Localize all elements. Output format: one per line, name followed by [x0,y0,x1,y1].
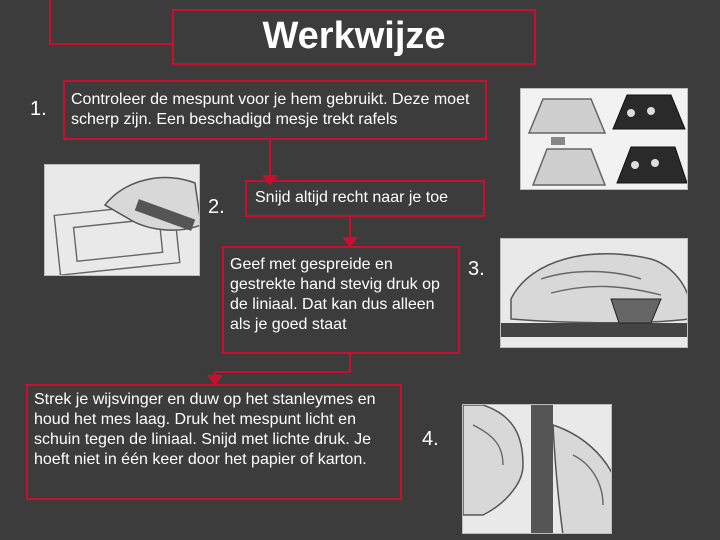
step-4-number: 4. [422,428,439,450]
step-2-photo [44,164,200,276]
step-2-text: Snijd altijd recht naar je toe [255,189,448,206]
title-box [172,9,536,65]
step-1-number: 1. [30,98,47,120]
blades-photo [520,88,688,190]
step-3-number: 3. [468,258,485,280]
step-2-box [245,180,485,217]
step-3-box [222,246,460,354]
step-4-box [26,384,402,500]
step-4-photo [462,404,612,534]
step-1-box [63,80,487,140]
step-3-text: Geef met gespreide en gestrekte hand stevig druk op de liniaal. Dat kan dus alleen als je goed staat [230,256,440,333]
step-1-text: Controleer de mespunt voor je hem gebruikt. Deze moet scherp zijn. Een beschadigd mesje trekt rafels [71,91,470,128]
step-2-number: 2. [208,196,225,218]
page-title: Werkwijze [262,15,446,57]
step-3-photo [500,238,688,348]
step-4-text: Strek je wijsvinger en duw op het stanleymes en houd het mes laag. Druk het mespunt licht en schuin tegen de liniaal. Snijd met lichte druk. Je hoeft niet in één keer door het papier of karton. [34,391,376,468]
